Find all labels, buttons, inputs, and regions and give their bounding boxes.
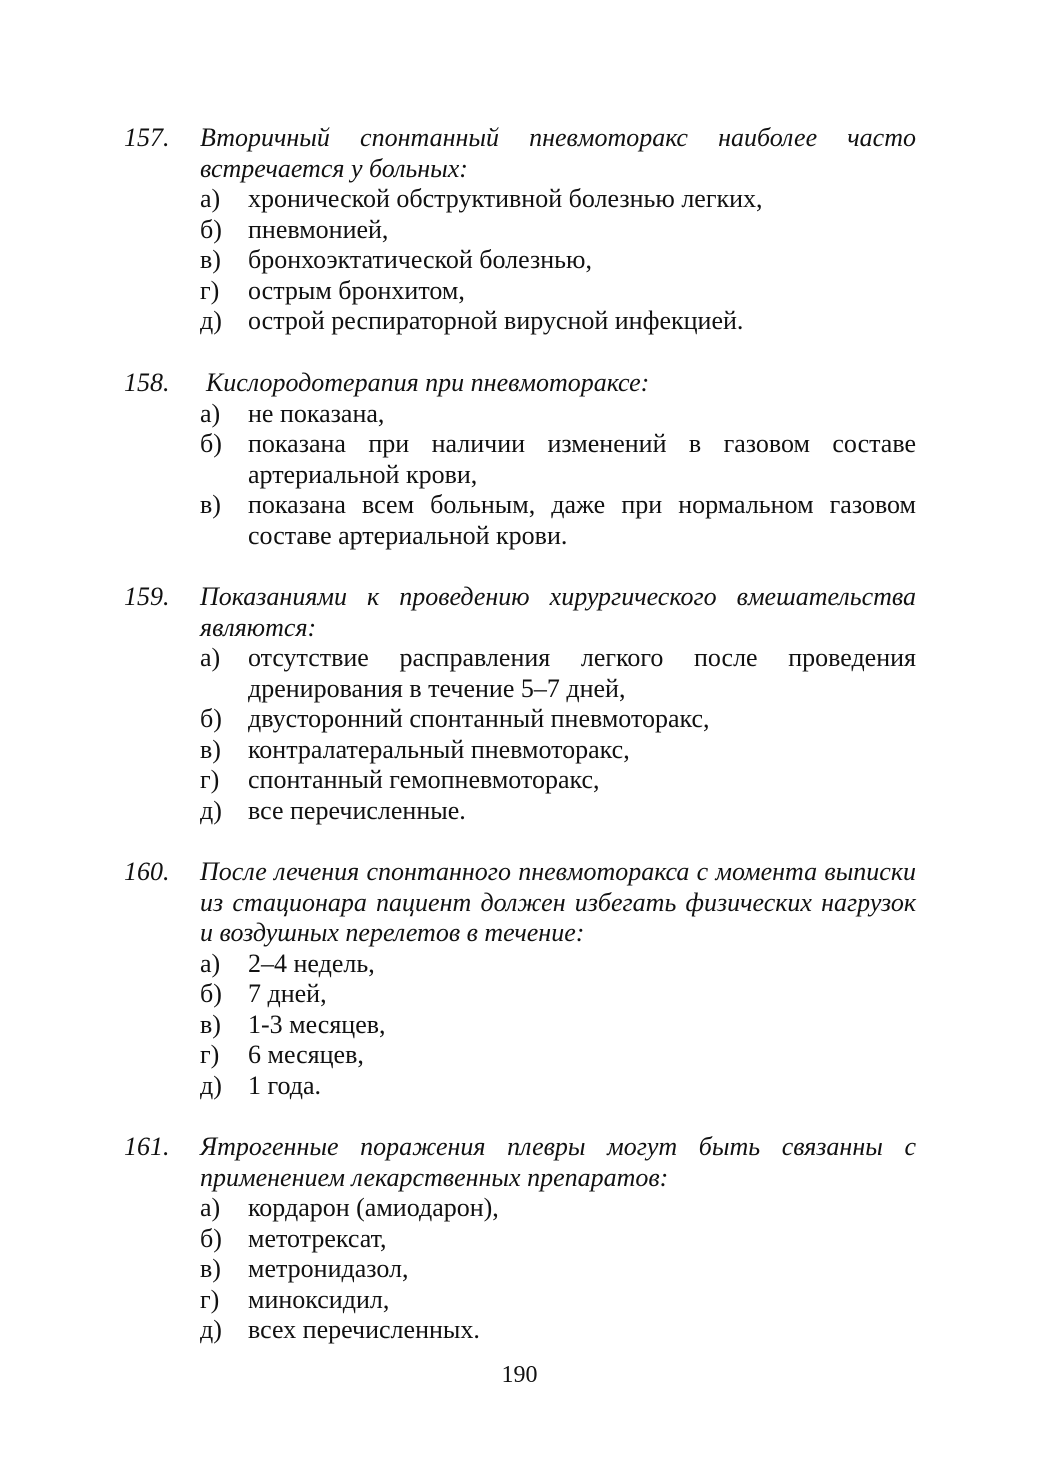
question-text: Показаниями к проведению хирургического вмешательства являются: — [200, 582, 916, 642]
option-letter: б) — [200, 429, 222, 458]
answer-option — [200, 735, 916, 766]
option-text: пневмонией, — [248, 214, 389, 244]
answer-option — [200, 1254, 916, 1285]
option-letter: в) — [200, 245, 221, 274]
answer-option — [200, 1224, 916, 1255]
option-text: показана при наличии изменений в газовом составе артериальной крови, — [248, 429, 916, 489]
answer-option — [200, 215, 916, 246]
question-header — [124, 582, 916, 643]
option-text: 7 дней, — [248, 979, 327, 1008]
option-text: показана всем больным, даже при нормальном газовом составе артериальной крови. — [248, 490, 916, 550]
question-number: 159. — [124, 582, 170, 611]
answer-option — [200, 949, 916, 980]
option-text: спонтанный гемопневмоторакс, — [248, 765, 600, 794]
option-text: не показана, — [248, 398, 385, 428]
answer-option — [200, 704, 916, 735]
option-text: 1 года. — [248, 1070, 322, 1100]
question-text: Кислородотерапия при пневмотораксе: — [206, 368, 650, 397]
question-number: 161. — [124, 1132, 170, 1161]
question-text: Ятрогенные поражения плевры могут быть связанны с применением лекарственных препаратов: — [200, 1132, 916, 1192]
option-letter: г) — [200, 1040, 220, 1069]
option-letter: в) — [200, 1009, 221, 1039]
question-text: Вторичный спонтанный пневмоторакс наиболее часто встречается у больных: — [200, 123, 916, 183]
option-letter: д) — [200, 1070, 222, 1100]
page-number: 190 — [501, 1362, 538, 1388]
option-text: метотрексат, — [248, 1223, 387, 1253]
question-number: 160. — [124, 857, 170, 886]
option-letter: в) — [200, 1254, 221, 1283]
option-text: отсутствие расправления легкого после проведения дренирования в течение 5–7 дней, — [248, 643, 916, 703]
question-number: 157. — [124, 123, 170, 152]
option-letter: а) — [200, 398, 221, 428]
option-letter: а) — [200, 184, 221, 213]
option-letter: г) — [200, 275, 220, 305]
answer-option — [200, 765, 916, 796]
question-161 — [124, 1132, 916, 1346]
question-157 — [124, 123, 916, 337]
question-text: После лечения спонтанного пневмоторакса с момента выписки из стационара пациент должен избегать физических нагрузок и воздушных перелетов в течение: — [200, 857, 916, 947]
option-text: хронической обструктивной болезнью легких, — [248, 184, 763, 213]
question-number: 158. — [124, 368, 170, 397]
answer-options — [124, 184, 916, 337]
option-text: все перечисленные. — [248, 795, 466, 825]
answer-option — [200, 979, 916, 1010]
option-text: кордарон (амиодарон), — [248, 1193, 499, 1222]
answer-option — [200, 245, 916, 276]
option-text: острой респираторной вирусной инфекцией. — [248, 306, 744, 335]
answer-option — [200, 1193, 916, 1224]
question-header — [124, 857, 916, 949]
option-letter: д) — [200, 306, 222, 335]
answer-option — [200, 1010, 916, 1041]
question-159 — [124, 582, 916, 826]
answer-option — [200, 276, 916, 307]
answer-option — [200, 399, 916, 430]
option-letter: в) — [200, 734, 221, 764]
answer-option — [200, 796, 916, 827]
question-158 — [124, 368, 916, 551]
option-text: 1-3 месяцев, — [248, 1009, 386, 1039]
option-letter: а) — [200, 643, 221, 672]
answer-option — [200, 1285, 916, 1316]
option-text: двусторонний спонтанный пневмоторакс, — [248, 704, 710, 733]
option-text: контралатеральный пневмоторакс, — [248, 734, 630, 764]
option-letter: г) — [200, 1284, 220, 1314]
answer-option — [200, 1040, 916, 1071]
option-letter: а) — [200, 948, 221, 978]
answer-options — [124, 1193, 916, 1346]
option-text: 2–4 недель, — [248, 948, 375, 978]
answer-option — [200, 490, 916, 551]
option-letter: б) — [200, 1223, 222, 1253]
option-letter: б) — [200, 704, 222, 733]
option-text: бронхоэктатической болезнью, — [248, 245, 592, 274]
answer-option — [200, 429, 916, 490]
answer-options — [124, 643, 916, 826]
answer-options — [124, 949, 916, 1102]
answer-option — [200, 184, 916, 215]
answer-options — [124, 399, 916, 552]
answer-option — [200, 1315, 916, 1346]
question-160 — [124, 857, 916, 1101]
option-letter: г) — [200, 765, 220, 794]
option-letter: д) — [200, 795, 222, 825]
option-text: 6 месяцев, — [248, 1040, 364, 1069]
question-header — [124, 368, 916, 399]
answer-option — [200, 643, 916, 704]
answer-option — [200, 306, 916, 337]
question-header — [124, 1132, 916, 1193]
option-letter: а) — [200, 1193, 221, 1222]
option-text: миноксидил, — [248, 1284, 390, 1314]
option-text: всех перечисленных. — [248, 1315, 480, 1344]
option-letter: д) — [200, 1315, 222, 1344]
answer-option — [200, 1071, 916, 1102]
option-letter: б) — [200, 214, 222, 244]
option-text: острым бронхитом, — [248, 275, 465, 305]
option-letter: в) — [200, 490, 221, 519]
option-letter: б) — [200, 979, 222, 1008]
question-header — [124, 123, 916, 184]
option-text: метронидазол, — [248, 1254, 409, 1283]
